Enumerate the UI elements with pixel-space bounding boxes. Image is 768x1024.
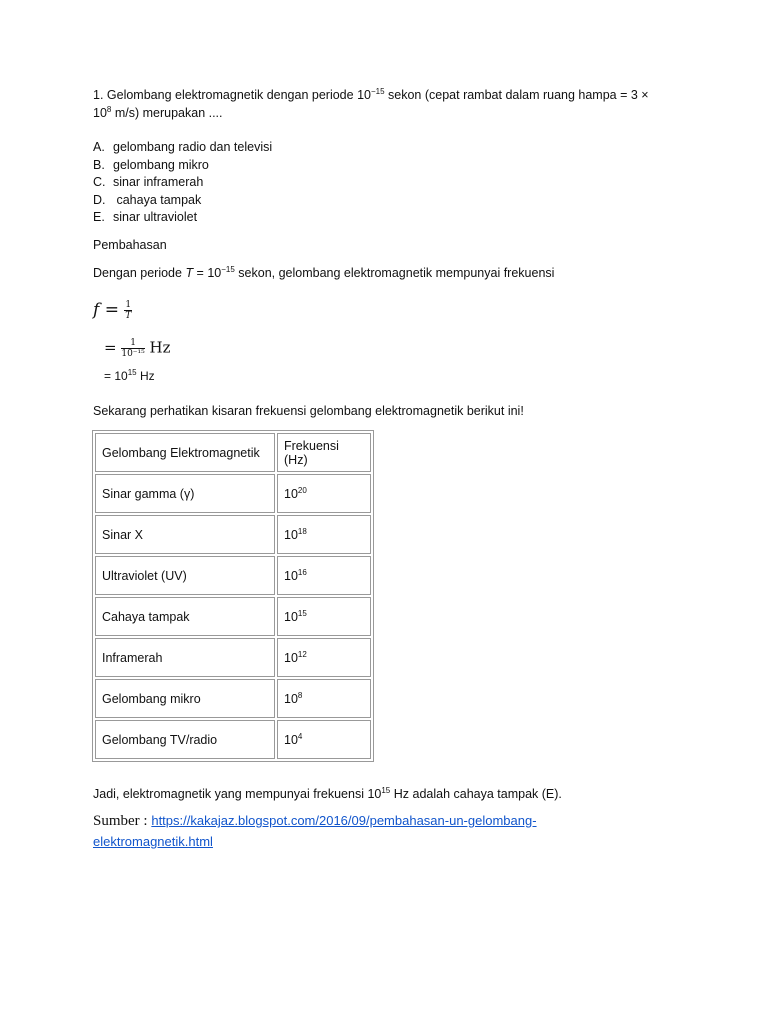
- wave-name: Ultraviolet (UV): [95, 556, 275, 595]
- table-intro: Sekarang perhatikan kisaran frekuensi gelombang elektromagnetik berikut ini!: [93, 404, 524, 418]
- frequency-value: $10^{18}$: [277, 515, 371, 554]
- fraction-1-over-10-15: $\frac{1}{\text{10⁻¹⁵}}$: [121, 338, 145, 359]
- question-line-1: 1. Gelombang elektromagnetik dengan periode $10^{-15}$ sekon (cepat rambat dalam ruang hampa = 3 ×: [93, 87, 649, 102]
- fraction-1-over-T: $\frac{1}{T}$: [125, 300, 132, 321]
- option-c: C. sinar inframerah: [93, 175, 204, 189]
- wave-name: Gelombang mikro: [95, 679, 275, 718]
- wave-name: Sinar X: [95, 515, 275, 554]
- table-row: [95, 638, 371, 677]
- table-row: [95, 597, 371, 636]
- source-line-1: [93, 813, 537, 830]
- wave-name: Sinar gamma (γ): [95, 474, 275, 513]
- frequency-value: $10^{12}$: [277, 638, 371, 677]
- option-a: A. gelombang radio dan televisi: [93, 140, 273, 154]
- conclusion: Jadi, elektromagnetik yang mempunyai frekuensi $10^{15}$ Hz adalah cahaya tampak (E).: [93, 786, 562, 801]
- discussion-intro: Dengan periode $T = 10^{-15}$ sekon, gelombang elektromagnetik mempunyai frekuensi: [93, 265, 555, 280]
- table-row: [95, 679, 371, 718]
- question-line-2: $10^8$ m/s) merupakan ....: [93, 105, 223, 120]
- frequency-value: $10^{15}$: [277, 597, 371, 636]
- frequency-value: $10^{20}$: [277, 474, 371, 513]
- source-link-continued[interactable]: elektromagnetik.html: [93, 834, 213, 849]
- frequency-value: $10^8$: [277, 679, 371, 718]
- formula-result: = $10^{15}$ Hz: [104, 368, 155, 383]
- option-b: B. gelombang mikro: [93, 158, 209, 172]
- source-line-2: [93, 834, 213, 849]
- wave-name: Gelombang TV/radio: [95, 720, 275, 759]
- table-row: [95, 556, 371, 595]
- table-header-row: [95, 433, 371, 472]
- table-row: [95, 515, 371, 554]
- option-d: D. cahaya tampak: [93, 193, 202, 207]
- formula-line-2: = $\frac{1}{\text{10⁻¹⁵}}$ Hz: [104, 338, 171, 359]
- option-e: E. sinar ultraviolet: [93, 210, 198, 224]
- source-label: Sumber :: [93, 813, 152, 829]
- frequency-table: [92, 430, 374, 762]
- source-link[interactable]: https://kakajaz.blogspot.com/2016/09/pembahasan-un-gelombang-: [151, 813, 537, 828]
- header-frequency: Frekuensi (Hz): [277, 433, 371, 472]
- table-row: [95, 474, 371, 513]
- wave-name: Inframerah: [95, 638, 275, 677]
- frequency-value: $10^4$: [277, 720, 371, 759]
- frequency-value: $10^{16}$: [277, 556, 371, 595]
- formula-line-1: f = $\frac{1}{T}$: [93, 300, 132, 321]
- header-wave: Gelombang Elektromagnetik: [95, 433, 275, 472]
- table-row: [95, 720, 371, 759]
- wave-name: Cahaya tampak: [95, 597, 275, 636]
- discussion-heading: Pembahasan: [93, 238, 167, 252]
